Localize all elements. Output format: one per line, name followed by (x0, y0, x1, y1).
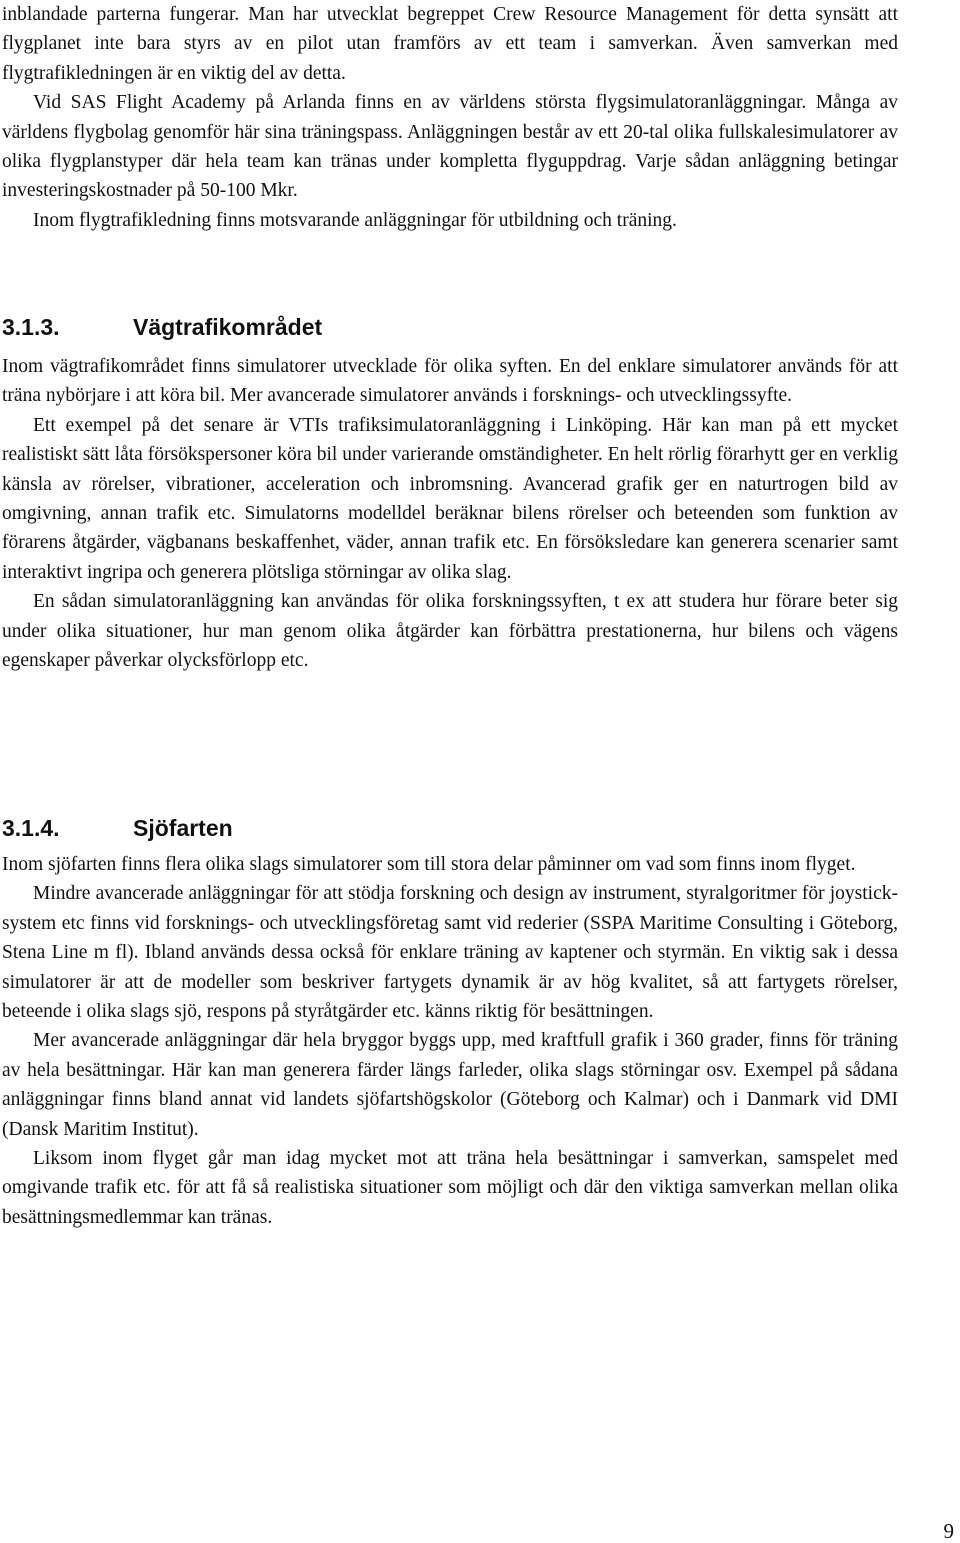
section-top-body (2, 0, 898, 235)
paragraph: Ett exempel på det senare är VTIs trafiksimulatoranläggning i Linköping. Här kan man på ett mycket realistiskt sätt låta försökspersoner köra bil under varierande omständigheter. En helt rörlig förarhytt ger en verklig känsla av rörelser, vibrationer, acceleration och inbromsning. Avancerad grafik ger en naturtrogen bild av omgivning, annan trafik etc. Simulatorns modelldel beräknar bilens rörelser och beteenden som funktion av förarens åtgärder, vägbanans beskaffenhet, väder, annan trafik etc. En försöksledare kan generera scenarier samt interaktivt ingripa och generera plötsliga störningar av olika slag. (2, 414, 898, 583)
paragraph: inblandade parterna fungerar. Man har utvecklat begreppet Crew Resource Management för detta synsätt att flygplanet inte bara styrs av en pilot utan framförs av ett team i samverkan. Även samverkan med flygtrafikledningen är en viktig del av detta. (2, 4, 898, 84)
section-number: 3.1.3. (2, 314, 60, 340)
paragraph: Mindre avancerade anläggningar för att stödja forskning och design av instrument, styralgoritmer för joystick-system etc finns vid forsknings- och utvecklingsföretag samt vid rederier (SSPA Maritime Consulting i Göteborg, Stena Line m fl). Ibland används dessa också för enklare träning av kaptener och styrmän. En viktig sak i dessa simulatorer är att de modeller som beskriver fartygets dynamik är av hög kvalitet, så att fartygets rörelser, beteende i olika slags sjö, respons på styråtgärder etc. känns riktig för besättningen. (2, 883, 898, 1023)
section-number: 3.1.4. (2, 815, 60, 841)
paragraph: En sådan simulatoranläggning kan användas för olika forskningssyften, t ex att studera hur förare beter sig under olika situationer, hur man genom olika åtgärder kan förbättra prestationerna, hur bilens och vägens egenskaper påverkar olycksförlopp etc. (2, 591, 898, 672)
section-314-body (2, 850, 898, 1232)
section-title: Sjöfarten (133, 815, 233, 841)
paragraph: Inom flygtrafikledning finns motsvarande anläggningar för utbildning och träning. (33, 209, 677, 231)
paragraph: Inom vägtrafikområdet finns simulatorer utvecklade för olika syften. En del enklare simulatorer används för att träna nybörjare i att köra bil. Mer avancerade simulatorer används i forsknings- och utvecklingssyfte. (2, 356, 898, 407)
paragraph: Inom sjöfarten finns flera olika slags simulatorer som till stora delar påminner om vad som finns inom flyget. (2, 854, 856, 875)
paragraph: Liksom inom flyget går man idag mycket mot att träna hela besättningar i samverkan, samspelet med omgivande trafik etc. för att få så realistiska situationer som möjligt och där den viktiga samverkan mellan olika besättningsmedlemmar kan tränas. (2, 1148, 898, 1228)
section-313-body (2, 352, 898, 675)
paragraph: Mer avancerade anläggningar där hela bryggor byggs upp, med kraftfull grafik i 360 grader, finns för träning av hela besättningar. Här kan man generera färder längs farleder, olika slags störningar osv. Exempel på sådana anläggningar finns bland annat vid landets sjöfartshögskolor (Göteborg och Kalmar) och i Danmark vid DMI (Dansk Maritim Institut). (2, 1030, 898, 1140)
section-heading (2, 813, 233, 843)
section-heading (2, 312, 322, 342)
page-number: 9 (943, 1519, 954, 1543)
paragraph: Vid SAS Flight Academy på Arlanda finns en av världens största flygsimulatoranläggningar. Många av världens flygbolag genomför här sina träningspass. Anläggningen består av ett 20-tal olika fullskalesimulatorer av olika flygplanstyper där hela team kan tränas under kompletta flyguppdrag. Varje sådan anläggning betingar investeringskostnader på 50-100 Mkr. (2, 92, 898, 202)
section-title: Vägtrafikområdet (133, 314, 323, 340)
